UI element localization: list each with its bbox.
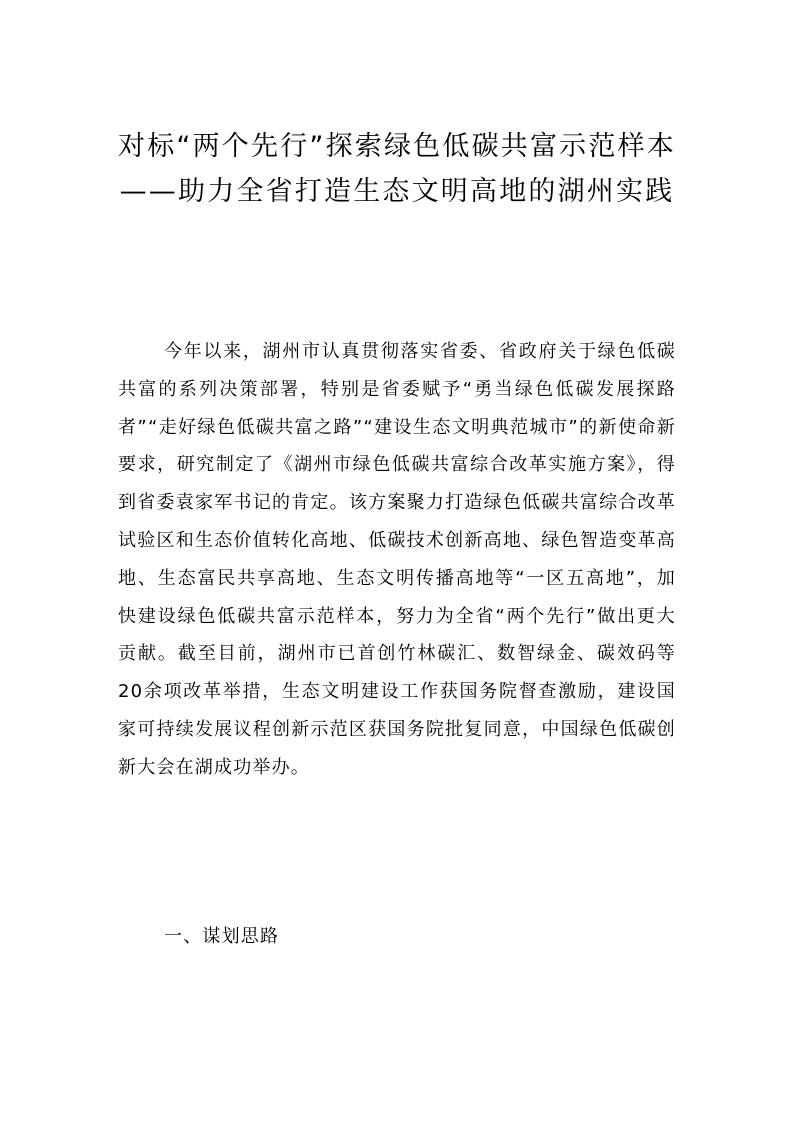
- section-heading: 一、谋划思路: [164, 926, 280, 947]
- intro-paragraph: 今年以来，湖州市认真贯彻落实省委、省政府关于绿色低碳共富的系列决策部署，特别是省委赋予“勇当绿色低碳发展探路者”“走好绿色低碳共富之路”“建设生态文明典范城市”的新使命新要求，研究制定了《湖州市绿色低碳共富综合改革实施方案》，得到省委袁家军书记的肯定。该方案聚力打造绿色低碳共富综合改革试验区和生态价值转化高地、低碳技术创新高地、绿色智造变革高地、生态富民共享高地、生态文明传播高地等“一区五高地”，加快建设绿色低碳共富示范样本，努力为全省“两个先行”做出更大贡献。截至目前，湖州市已首创竹林碳汇、数智绿金、碳效码等20余项改革举措，生态文明建设工作获国务院督查激励，建设国家可持续发展议程创新示范区获国务院批复同意，中国绿色低碳创新大会在湖成功举办。: [118, 341, 676, 778]
- document-title: 对标“两个先行”探索绿色低碳共富示范样本——助力全省打造生态文明高地的湖州实践: [118, 131, 676, 207]
